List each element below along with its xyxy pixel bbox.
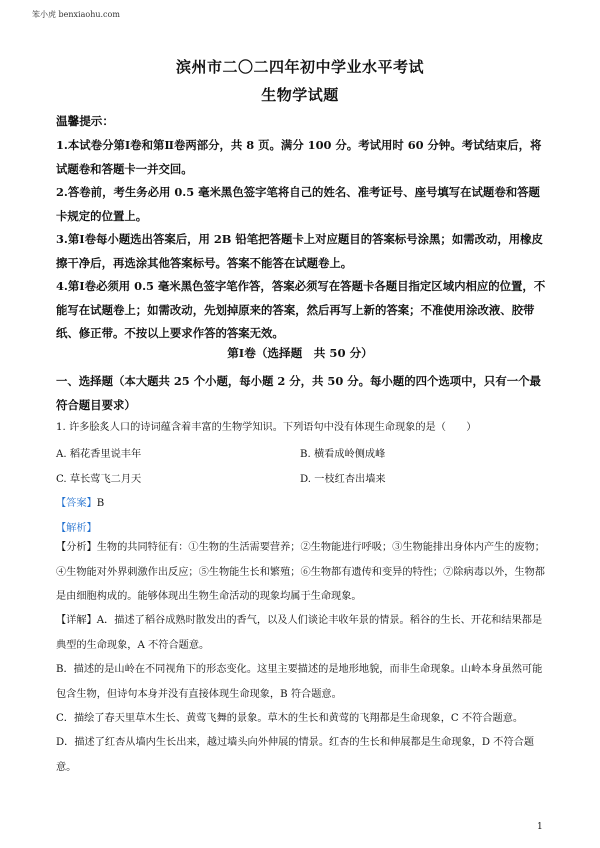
xiangjie-text: A．描述了稻谷成熟时散发出的香气，以及人们谈论丰收年景的情景。稻谷的生长、开花和结果都是典型的生命现象，A 不符合题意。 xyxy=(56,615,543,651)
option-d: D. 一枝红杏出墙来 xyxy=(300,474,386,485)
tip-item-1: 1.本试卷分第Ⅰ卷和第Ⅱ卷两部分，共 8 页。满分 100 分。考试用时 60 分钟。考试结束后，将试题卷和答题卡一并交回。 xyxy=(56,138,542,176)
part-instructions: 一、选择题（本大题共 25 个小题，每小题 2 分，共 50 分。每小题的四个选项中，只有一个最符合题目要求） xyxy=(56,374,541,412)
answer-line xyxy=(56,494,104,509)
option-c: C. 草长莺飞二月天 xyxy=(56,474,142,485)
exam-title: 滨州市二〇二四年初中学业水平考试 xyxy=(175,58,424,76)
page-number: 1 xyxy=(537,822,543,832)
explain-c: C．描绘了春天里草木生长、黄莺飞舞的景象。草木的生长和黄莺的飞翔都是生命现象，C 不符合题意。 xyxy=(56,713,524,724)
fenxi-tag: 【分析】 xyxy=(56,542,97,553)
analysis-paragraph xyxy=(56,536,548,610)
answer-value: B xyxy=(96,498,105,509)
analysis-tag: 【解析】 xyxy=(56,523,97,534)
xiangjie-tag: 【详解】 xyxy=(56,615,97,626)
detail-paragraph xyxy=(56,609,548,658)
tip-item-2: 2.答卷前，考生务必用 0.5 毫米黑色签字笔将自己的姓名、准考证号、座号填写在试题卷和答题卡规定的位置上。 xyxy=(56,185,540,223)
tip-item-4: 4.第Ⅰ卷必须用 0.5 毫米黑色签字笔作答，答案必须写在答题卡各题目指定区域内相应的位置，不能写在试题卷上；如需改动，先划掉原来的答案，然后再写上新的答案；不准使用涂改液、胶带纸、修正带。不按以上要求作答的答案无效。 xyxy=(56,279,546,340)
fenxi-text: 生物的共同特征有：①生物的生活需要营养；②生物能进行呼吸；③生物能排出身体内产生的废物；④生物能对外界刺激作出反应；⑤生物能生长和繁殖；⑥生物都有遗传和变异的特性；⑦除病毒以外，生物都是由细胞构成的。能够体现出生物生命活动的现象均属于生命现象。 xyxy=(56,542,545,602)
explain-b: B．描述的是山岭在不同视角下的形态变化。这里主要描述的是地形地貌，而非生命现象。山岭本身虽然可能包含生物，但诗句本身并没有直接体现生命现象，B 符合题意。 xyxy=(56,664,543,700)
section-heading: 第Ⅰ卷（选择题 共 50 分） xyxy=(227,346,373,360)
tips-heading: 温馨提示： xyxy=(56,114,114,128)
watermark: 笨小虎 benxiaohu.com xyxy=(32,10,120,19)
tip-item-3: 3.第Ⅰ卷每小题选出答案后，用 2B 铅笔把答题卡上对应题目的答案标号涂黑；如需改动，用橡皮擦干净后，再选涂其他答案标号。答案不能答在试题卷上。 xyxy=(56,232,543,270)
option-a: A. 稻花香里说丰年 xyxy=(56,449,142,460)
option-b: B. 横看成岭侧成峰 xyxy=(300,449,386,460)
explain-d: D．描述了红杏从墙内生长出来，越过墙头向外伸展的情景。红杏的生长和伸展都是生命现象，D 不符合题意。 xyxy=(56,737,535,773)
question-stem: 1. 许多脍炙人口的诗词蕴含着丰富的生物学知识。下列语句中没有体现生命现象的是（ ） xyxy=(56,422,477,433)
answer-tag: 【答案】 xyxy=(56,498,97,509)
exam-subtitle: 生物学试题 xyxy=(261,86,339,104)
